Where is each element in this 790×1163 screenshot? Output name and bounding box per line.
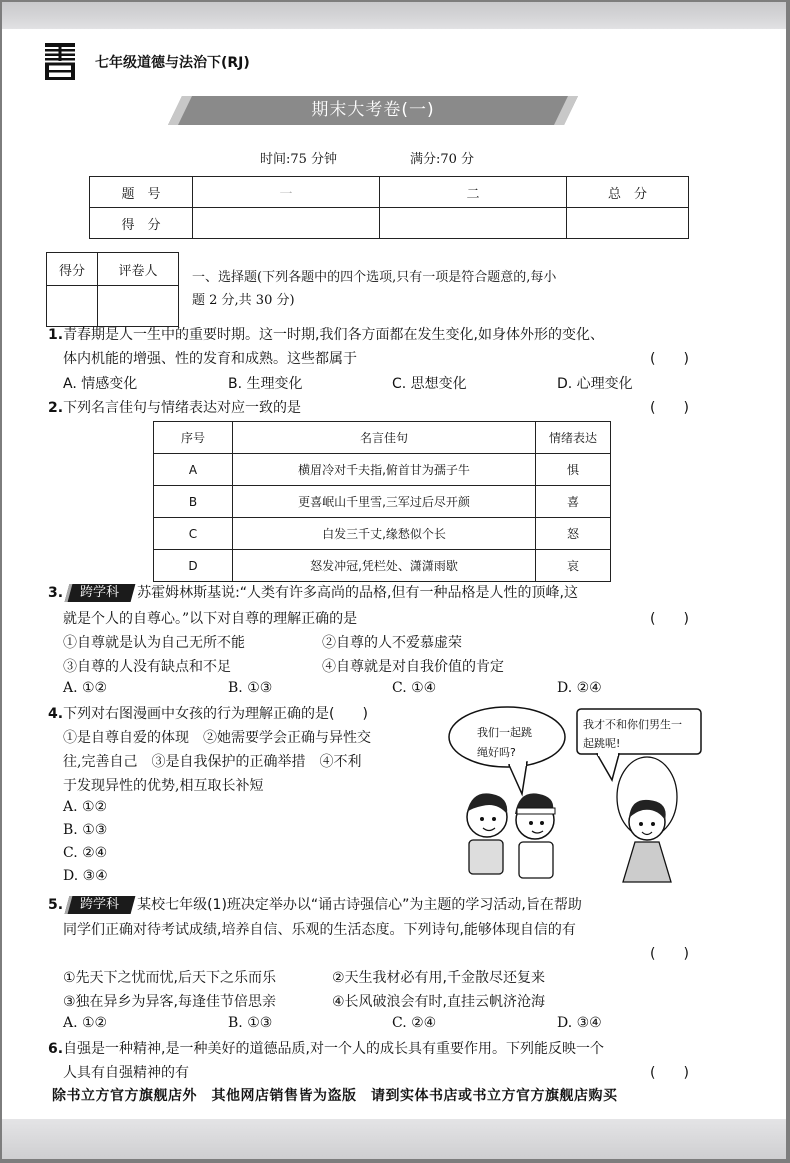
score-cell: 一 [193,177,380,208]
table-row [154,550,611,582]
answer-blank[interactable]: ( ) [650,400,689,416]
exam-page [2,2,786,1159]
cross-subject-badge [65,584,136,602]
question-number: 4. [48,706,64,722]
boys-speech-line1: 我们一起跳 [477,726,532,739]
option-a: A. ①② [63,1015,108,1031]
question-number: 6. [48,1041,64,1057]
scan-top-shadow [2,2,786,29]
question-text: 青春期是人一生中的重要时期。这一时期,我们各方面都在发生变化,如身体外形的变化、 [63,327,604,343]
table-row [154,518,611,550]
score-cell: 总 分 [567,177,689,208]
cartoon-illustration [447,702,717,887]
table-cell: 哀 [536,550,611,582]
score-table [89,176,689,239]
book-logo-icon [45,43,75,80]
statement-3: ③独在异乡为异客,每逢佳节倍思亲 [63,994,277,1010]
score-table-score-row [90,208,689,239]
exam-full-score: 满分:70 分 [410,152,475,167]
table-cell: 喜 [536,486,611,518]
table-cell: B [154,486,233,518]
option-d: D. ③④ [63,868,108,884]
question-text: 同学们正确对待考试成绩,培养自信、乐观的生活态度。下列诗句,能够体现自信的有 [63,922,576,938]
question-6 [48,1038,604,1058]
column-header: 情绪表达 [536,422,611,454]
question-text: 于发现异性的优势,相互取长补短 [63,778,264,794]
table-cell: 怒 [536,518,611,550]
exam-title-banner [168,96,578,125]
option-c: C. ①④ [392,680,437,696]
option-a: A. 情感变化 [63,376,138,392]
statement-2: ②自尊的人不爱慕虚荣 [322,635,462,651]
statement-3: ③自尊的人没有缺点和不足 [63,659,231,675]
book-title: 七年级道德与法治下(RJ) [95,55,250,71]
option-a: A. ①② [63,680,108,696]
score-input-cell[interactable] [193,208,380,239]
grader-header: 得分 [47,253,98,286]
question-5 [48,894,582,914]
table-cell: 惧 [536,454,611,486]
question-text: 往,完善自己 ③是自我保护的正确举措 ④不利 [63,754,362,770]
option-b: B. ①③ [228,1015,273,1031]
question-text: ①是自尊自爱的体现 ②她需要学会正确与异性交 [63,730,371,746]
column-header: 序号 [154,422,233,454]
answer-blank[interactable]: ( ) [650,351,689,367]
anti-piracy-notice: 除书立方官方旗舰店外 其他网店销售皆为盗版 请到实体书店或书立方官方旗舰店购买 [52,1088,618,1104]
statement-4: ④长风破浪会有时,直挂云帆济沧海 [332,994,546,1010]
answer-blank[interactable]: ( ) [650,946,689,962]
statement-4: ④自尊就是对自我价值的肯定 [322,659,504,675]
score-cell: 题 号 [90,177,193,208]
table-cell: D [154,550,233,582]
scan-bottom-shadow [2,1119,786,1159]
option-a: A. ①② [63,799,108,815]
grader-header: 评卷人 [98,253,179,286]
score-table-header-row [90,177,689,208]
score-input-cell[interactable] [380,208,567,239]
section-instructions-line2: 题 2 分,共 30 分) [192,293,295,308]
option-b: B. ①③ [228,680,273,696]
table-cell: 白发三千丈,缘愁似个长 [233,518,536,550]
statement-1: ①自尊就是认为自己无所不能 [63,635,245,651]
badge-label: 跨学科 [80,585,120,600]
table-row [154,486,611,518]
question-text: 体内机能的增强、性的发育和成熟。这些都属于 [63,351,357,367]
section-instructions-line1: 一、选择题(下列各题中的四个选项,只有一项是符合题意的,每小 [192,270,557,285]
table-cell: A [154,454,233,486]
statement-2: ②天生我材必有用,千金散尽还复来 [332,970,546,986]
question-number: 2. [48,400,64,416]
table-header-row [154,422,611,454]
statement-1: ①先天下之忧而忧,后天下之乐而乐 [63,970,277,986]
girl-speech-line1: 我才不和你们男生一 [583,718,682,731]
question-text: 苏霍姆林斯基说:“人类有许多高尚的品格,但有一种品格是人性的顶峰,这 [137,585,578,601]
question-number: 5. [48,897,64,913]
option-d: D. ②④ [557,680,602,696]
table-row [154,454,611,486]
question-2 [48,397,301,417]
table-cell: 更喜岷山千里雪,三军过后尽开颜 [233,486,536,518]
grader-score-cell[interactable] [47,286,98,327]
answer-blank[interactable]: ( ) [650,611,689,627]
question-number: 1. [48,327,64,343]
score-input-cell[interactable] [567,208,689,239]
grader-table [46,252,179,327]
column-header: 名言佳句 [233,422,536,454]
exam-time: 时间:75 分钟 [260,152,338,167]
question-3 [48,582,578,602]
question-text: 就是个人的自尊心。”以下对自尊的理解正确的是 [63,611,358,627]
quote-emotion-table [153,421,611,582]
question-text: 下列对右图漫画中女孩的行为理解正确的是( ) [63,706,368,722]
question-text: 某校七年级(1)班决定举办以“诵古诗强信心”为主题的学习活动,旨在帮助 [137,897,582,913]
option-c: C. ②④ [63,845,108,861]
option-b: B. 生理变化 [228,376,303,392]
option-d: D. ③④ [557,1015,602,1031]
option-d: D. 心理变化 [557,376,633,392]
badge-label: 跨学科 [80,897,120,912]
option-b: B. ①③ [63,822,108,838]
table-cell: 横眉冷对千夫指,俯首甘为孺子牛 [233,454,536,486]
question-4 [48,703,368,723]
option-c: C. ②④ [392,1015,437,1031]
grader-name-cell[interactable] [98,286,179,327]
table-cell: C [154,518,233,550]
score-cell: 得 分 [90,208,193,239]
girl-speech-line2: 起跳呢! [583,737,621,750]
cross-subject-badge [65,896,136,914]
question-text: 人具有自强精神的有 [63,1065,189,1081]
question-1 [48,324,604,344]
question-text: 自强是一种精神,是一种美好的道德品质,对一个人的成长具有重要作用。下列能反映一个 [63,1041,604,1057]
table-cell: 怒发冲冠,凭栏处、潇潇雨歇 [233,550,536,582]
option-c: C. 思想变化 [392,376,467,392]
boys-speech-line2: 绳好吗? [477,746,516,759]
exam-title: 期末大考卷(一) [311,100,435,120]
score-cell: 二 [380,177,567,208]
question-number: 3. [48,585,64,601]
answer-blank[interactable]: ( ) [650,1065,689,1081]
question-text: 下列名言佳句与情绪表达对应一致的是 [63,400,302,416]
